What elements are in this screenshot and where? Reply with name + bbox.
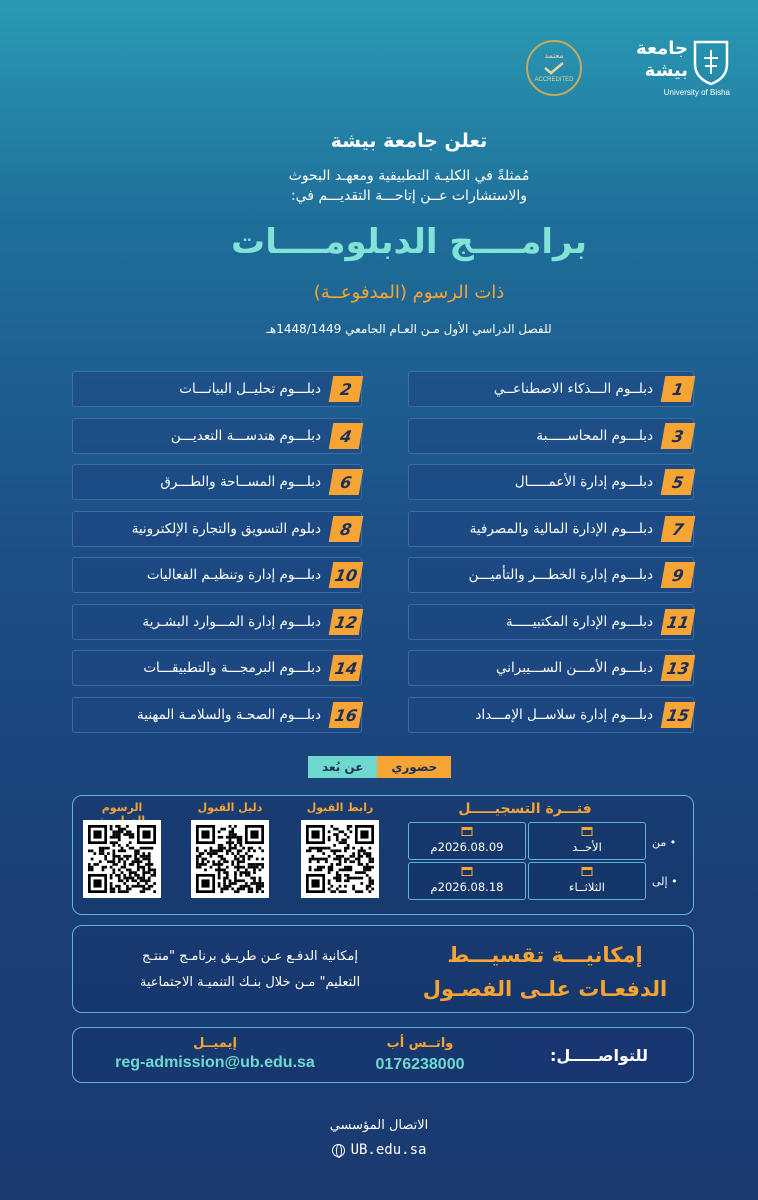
- diploma-label: دبلوم التسويق والتجارة الإلكترونية: [131, 520, 321, 537]
- installment-title: إمكانيـــة تقسيـــط الدفعـات علـى الفصـول: [422, 943, 668, 1001]
- diploma-number: 16: [329, 702, 364, 728]
- email-title: إيميــل: [193, 1036, 237, 1051]
- calendar-icon: [582, 827, 593, 836]
- seal-text-en: ACCREDITED: [534, 77, 574, 83]
- from-label: • من: [652, 836, 677, 849]
- remote-badge: عن بُعد: [308, 756, 377, 778]
- shield-icon: [692, 38, 730, 86]
- diploma-item: [408, 697, 694, 733]
- globe-icon: [332, 1144, 345, 1157]
- uni-name-en: University of Bisha: [663, 88, 730, 97]
- diploma-label: دبلـــوم إدارة المـــوارد البشـرية: [142, 613, 321, 630]
- footer-website[interactable]: [0, 1142, 758, 1158]
- contact-label: للتواصـــــل:: [510, 1033, 688, 1077]
- diploma-label: دبلـــوم تحليــل البيانـــات: [179, 381, 321, 397]
- website-text: UB.edu.sa: [350, 1142, 427, 1158]
- diploma-number: 10: [329, 562, 364, 588]
- diploma-label: دبلـــوم هندســـة التعديـــن: [170, 427, 321, 444]
- installment-text: إمكانية الدفـع عـن طريـق برنامـج "منتـج التعليم" مـن خلال بنـك التنميـة الاجتماعية: [139, 949, 361, 990]
- diploma-item: [408, 557, 694, 593]
- main-title: برامــــج الدبلومــــات: [231, 222, 587, 262]
- diploma-label: دبلـــوم البرمجـــة والتطبيقـــات: [143, 660, 321, 676]
- sub-line-2: والاستشارات عــن إتاحـــة التقديـــم في:: [290, 188, 528, 204]
- qr-label-tuition-fees: الرسوم: [101, 801, 143, 814]
- to-label: • إلى: [652, 875, 678, 888]
- diploma-item: [72, 464, 362, 500]
- diploma-number: 8: [329, 516, 364, 542]
- diploma-label: دبلـــوم الأمـــن الســـيبراني: [496, 660, 653, 676]
- diploma-number: 4: [329, 423, 364, 449]
- calendar-icon: [582, 867, 593, 876]
- diploma-number: 12: [329, 609, 364, 635]
- qr-code-icon: [196, 825, 264, 893]
- announce-heading: تعلن جامعة بيشة: [330, 130, 488, 152]
- diploma-number: 3: [661, 423, 696, 449]
- diploma-item: [408, 371, 694, 407]
- diploma-number: 15: [661, 702, 696, 728]
- qr-code-admission-link[interactable]: [301, 820, 379, 898]
- diploma-number: 6: [329, 469, 364, 495]
- in-person-badge: حضوري: [377, 756, 451, 778]
- checkmark-icon: [543, 61, 565, 75]
- diploma-item: [408, 650, 694, 686]
- accreditation-seal: [526, 40, 582, 96]
- diploma-number: 2: [329, 376, 364, 402]
- diploma-label: دبلـــوم إدارة الخطـــر والتأميـــن: [468, 567, 653, 583]
- to-date-cell: 2026.08.18م: [408, 862, 526, 900]
- qr-code-tuition-fees[interactable]: [83, 820, 161, 898]
- diploma-item: [72, 650, 362, 686]
- diploma-item: [72, 557, 362, 593]
- diploma-label: دبلـــوم إدارة وتنظيـم الفعاليات: [146, 567, 321, 583]
- semester-note: للفصل الدراسي الأول مـن العـام الجامعي 1448/1449هـ: [266, 322, 552, 336]
- diploma-item: [408, 418, 694, 454]
- attendance-modes: [308, 756, 451, 778]
- qr-label-admission-link: رابط القبول: [306, 801, 374, 814]
- calendar-icon: [462, 827, 473, 836]
- diploma-item: [408, 464, 694, 500]
- diploma-number: 11: [661, 609, 696, 635]
- from-date-cell: 2026.08.09م: [408, 822, 526, 860]
- diploma-label: دبلـــوم الإدارة المالية والمصرفية: [469, 520, 653, 537]
- diploma-label: دبلـــوم إدارة الأعمـــــال: [514, 474, 653, 490]
- diploma-item: [408, 604, 694, 640]
- seal-text-ar: معتمد: [544, 51, 564, 60]
- qr-code-icon: [306, 825, 374, 893]
- diploma-number: 9: [661, 562, 696, 588]
- diploma-number: 13: [661, 655, 696, 681]
- registration-title: فتـــرة التسجيـــــل: [458, 801, 592, 817]
- university-logo: [600, 38, 730, 96]
- diploma-label: دبلـــوم الصحـة والسلامـة المهنية: [137, 706, 321, 723]
- diploma-item: [72, 511, 362, 547]
- uni-name-line1: جامعة: [636, 38, 688, 59]
- whatsapp-title: واتــس أب: [386, 1036, 454, 1051]
- diploma-item: [408, 511, 694, 547]
- diploma-label: دبلـــوم المســاحة والطـــرق: [160, 474, 321, 490]
- diploma-label: دبلـــوم إدارة سلاســل الإمـــداد: [475, 706, 653, 723]
- qr-code-admission-guide[interactable]: [191, 820, 269, 898]
- sub-line-1: مُمثلةً في الكليـة التطبيقية ومعهـد البحوث: [288, 168, 530, 184]
- diploma-item: [72, 371, 362, 407]
- to-day-cell: الثلاثــاء: [528, 862, 646, 900]
- email-address[interactable]: reg-admission@ub.edu.sa: [115, 1054, 315, 1071]
- calendar-icon: [462, 867, 473, 876]
- whatsapp-number[interactable]: 0176238000: [375, 1056, 465, 1073]
- diploma-number: 1: [661, 376, 696, 402]
- announce-subtext: [0, 166, 758, 206]
- uni-name-line2: بيشة: [644, 60, 688, 81]
- diploma-item: [72, 697, 362, 733]
- diploma-label: دبلـــوم الإدارة المكتبيـــــة: [505, 613, 653, 630]
- diploma-number: 5: [661, 469, 696, 495]
- diploma-number: 7: [661, 516, 696, 542]
- diploma-label: دبلــوم الـــذكاء الاصطناعــي: [493, 381, 653, 397]
- from-day-cell: الأحــد: [528, 822, 646, 860]
- qr-code-icon: [88, 825, 156, 893]
- diploma-number: 14: [329, 655, 364, 681]
- footer-dept: الاتصال المؤسسي: [329, 1118, 429, 1133]
- qr-label-admission-guide: دليل القبول: [197, 801, 263, 814]
- diploma-item: [72, 604, 362, 640]
- diploma-label: دبلـــوم المحاســـــبة: [536, 427, 653, 444]
- diploma-item: [72, 418, 362, 454]
- fee-type: ذات الرسوم (المدفوعــة): [313, 282, 505, 303]
